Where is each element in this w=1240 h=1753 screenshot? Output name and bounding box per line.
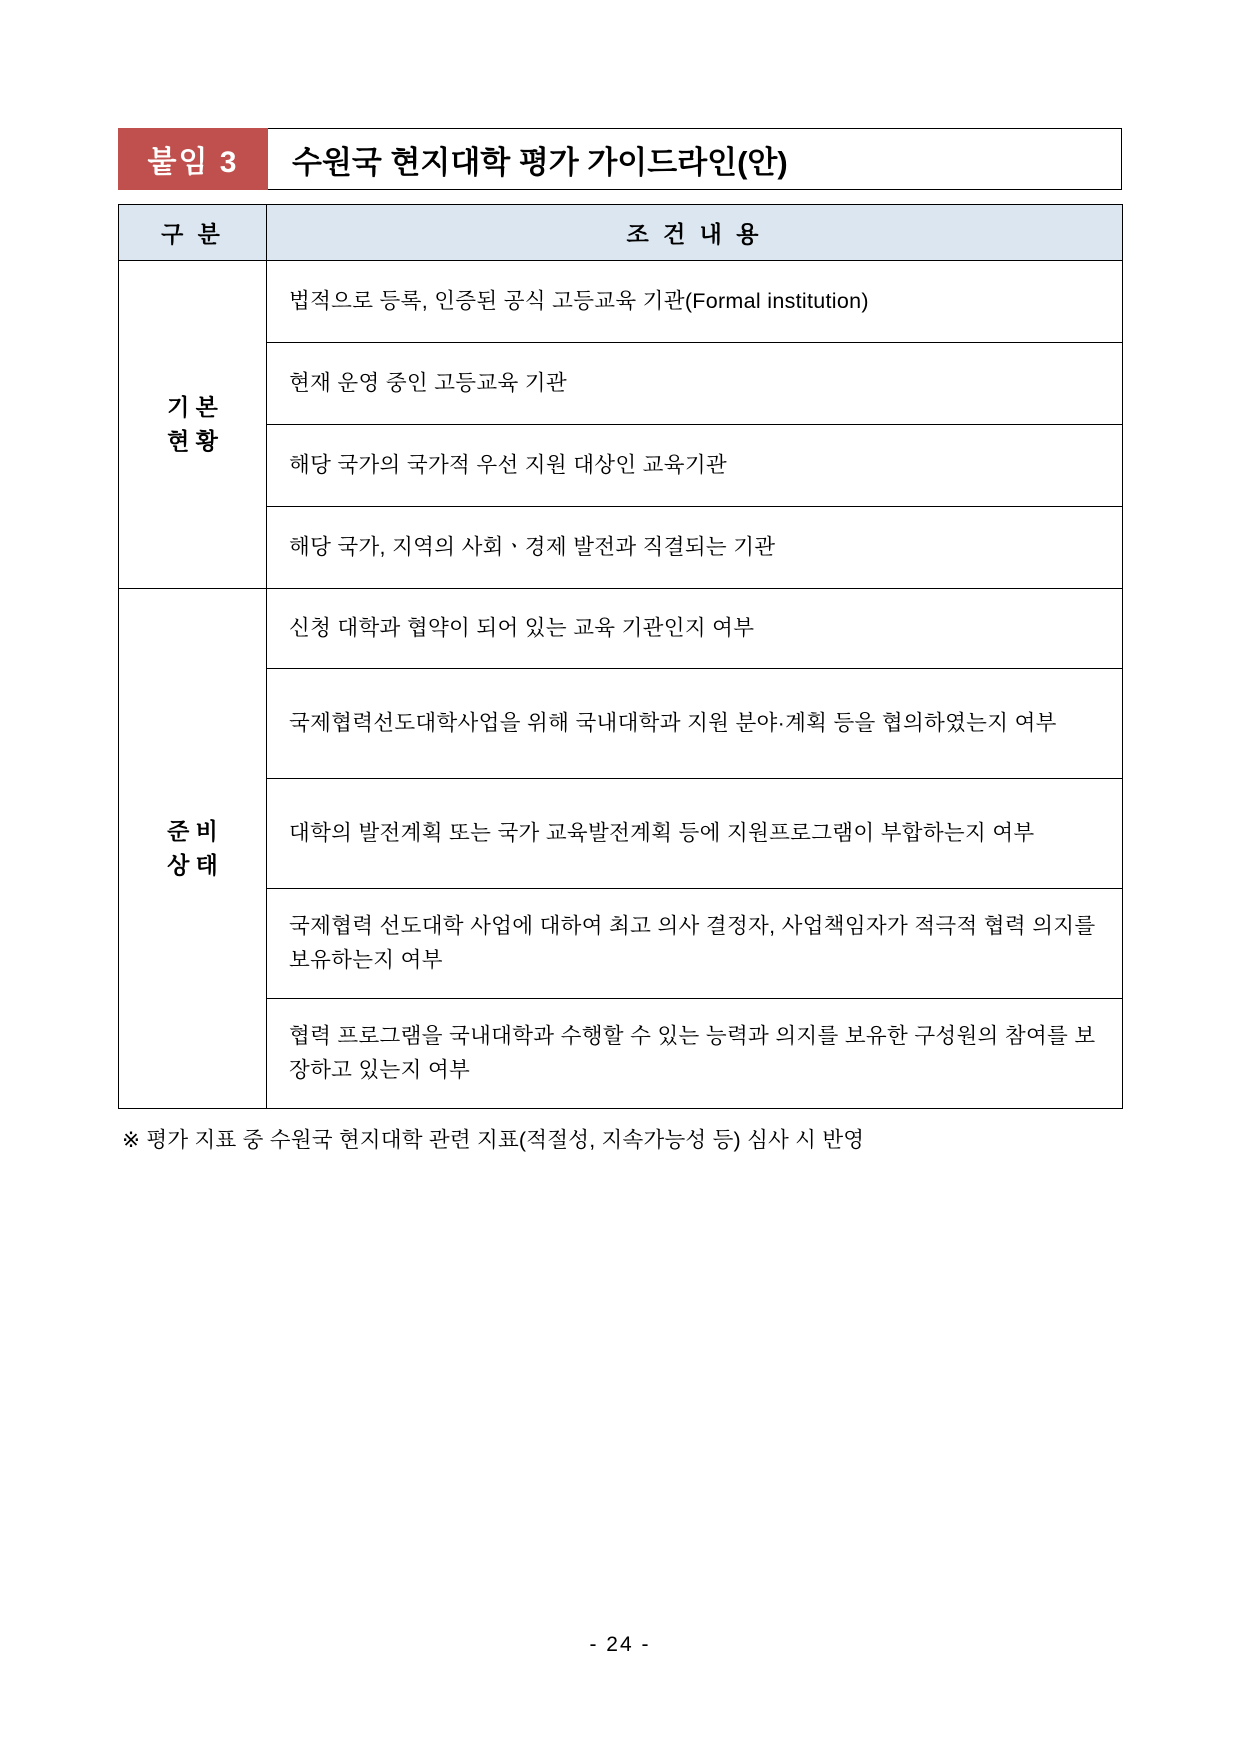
table-row [119,343,1123,425]
table-row [119,999,1123,1109]
condition-cell: 해당 국가, 지역의 사회ㆍ경제 발전과 직결되는 기관 [267,507,1123,589]
table-header-row [119,205,1123,261]
category-label-line2: 상 태 [167,851,218,878]
header-category: 구 분 [119,205,267,261]
condition-cell: 해당 국가의 국가적 우선 지원 대상인 교육기관 [267,425,1123,507]
attachment-badge: 붙임 3 [118,128,268,190]
header-condition: 조 건 내 용 [267,205,1123,261]
table-row [119,889,1123,999]
page-title: 수원국 현지대학 평가 가이드라인(안) [292,144,788,180]
condition-cell: 대학의 발전계획 또는 국가 교육발전계획 등에 지원프로그램이 부합하는지 여부 [267,779,1123,889]
category-cell-readiness [119,589,267,1109]
category-label-line2: 현 황 [167,427,218,454]
table-row [119,425,1123,507]
footnote: ※ 평가 지표 중 수원국 현지대학 관련 지표(적절성, 지속가능성 등) 심사 시 반영 [122,1128,865,1152]
condition-cell: 신청 대학과 협약이 되어 있는 교육 기관인지 여부 [267,589,1123,669]
table-row [119,261,1123,343]
condition-cell: 협력 프로그램을 국내대학과 수행할 수 있는 능력과 의지를 보유한 구성원의 참여를 보장하고 있는지 여부 [267,999,1123,1109]
condition-cell: 현재 운영 중인 고등교육 기관 [267,343,1123,425]
table-row [119,669,1123,779]
page-header [118,128,1122,190]
condition-cell: 법적으로 등록, 인증된 공식 고등교육 기관(Formal institution) [267,261,1123,343]
category-label-line1: 기 본 [167,394,218,421]
condition-cell: 국제협력선도대학사업을 위해 국내대학과 지원 분야·계획 등을 협의하였는지 여부 [267,669,1123,779]
guideline-table [118,204,1123,1109]
table-row [119,507,1123,589]
category-cell-basic [119,261,267,589]
table-row [119,779,1123,889]
category-label-line1: 준 비 [167,818,218,845]
title-box [268,128,1122,190]
table-row [119,589,1123,669]
page-number: - 24 - [589,1633,651,1656]
condition-cell: 국제협력 선도대학 사업에 대하여 최고 의사 결정자, 사업책임자가 적극적 협력 의지를 보유하는지 여부 [267,889,1123,999]
